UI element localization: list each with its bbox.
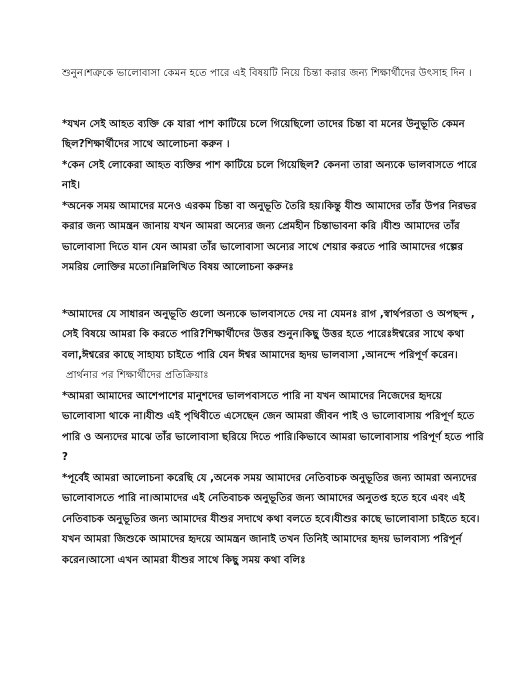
discussion-paragraph: *অনেক সময় আমাদের মনেও এরকম চিন্তা বা অনুভূতি তৈরি হয়।কিন্তু যীশু আমাদের তাঁর উপর নিরভর করার জন্য আমন্ত্রন জানায় যখন আমরা অন্যের জন্য প্রেমহীন চিন্তাভাবনা করি ।যীশু আমাদের তাঁর ভালোবাসা দিতে যান যেন আমরা তাঁর ভালোবাসা অন্যের সাথে শেয়ার করতে পারি আমাদের গল্পের সমরিয় লোক্তির মতো।নিম্নলিখিত বিষয় আলোচনা করুনঃ <box>62 200 477 273</box>
feelings-paragraph: *আমাদের যে সাধারন অনুভূতি গুলো অন্যকে ভালবাসতে দেয় না যেমনঃ রাগ ,স্বার্থপরতা ও অপছন্দ , সেই বিষয়ে আমরা কি করতে পারি?শিক্ষার্থীদের উত্তর শুনুন।কিছু উত্তর হতে পারেঃঈশ্বরের সাথে কথা বলা,ঈশ্বরের কাছে সাহায্য চাইতে পারি যেন ঈশ্বর আমাদের হৃদয় ভালবাসা ,আনন্দে পরিপূর্ণ করেন। <box>62 308 475 361</box>
question-paragraph-2: *কেন সেই লোকেরা আহত ব্যক্তির পাশ কাটিয়ে চলে গিয়েছিল? কেননা তারা অন্যকে ভালবাসতে পারে নাই। <box>62 159 477 191</box>
question-paragraph-1: *যখন সেই আহত ব্যক্তি কে যারা পাশ কাটিয়ে চলে গিয়েছিলো তাদের চিন্তা বা মনের উনুভূতি কেমন ছিল?শিক্ষার্থীদের সাথে আলোচনা করুন । <box>62 118 465 150</box>
negative-feelings-paragraph: *পূর্বেই আমরা আলোচনা করেছি যে ,অনেক সময় আমাদের নেতিবাচক অনুভূতির জন্য আমরা অন্যদের ভালোবাসতে পারি না।আমাদের এই নেতিবাচক অনুভূতির জন্য আমাদের অনুতপ্ত হতে হবে এবং এই নেতিবাচক অনুভূতির জন্য আমাদের যীশুর সদাথে কথা বলতে হবে।যীশুর কাছে ভালোবাসা চাইতে হবে।যখন আমরা জিশুকে আমাদের হৃদয়ে আমন্ত্রন জানাই তখন তিনিই আমাদের হৃদয় ভালবাস্য পরিপূর্ন করেন।আসো এখন আমরা যীশুর সাথে কিছু সময় কথা বলিঃ <box>62 472 480 566</box>
love-paragraph: *আমরা আমাদের আশেপাশের মানুশদের ভালপবাসতে পারি না যখন আমাদের নিজেদের হৃদয়ে ভালোবাসা থাকে না।যীশু এই পৃথিবীতে এসেছেন জেন আমরা জীবন পাই ও ভালোবাসায় পরিপূর্ণ হতে পারি ও অন্যদের মাঝে তাঁর ভালোবাসা ছরিয়ে দিতে পারি।কিভাবে আমরা ভালোবাসায় পরিপূর্ণ হতে পারি ? <box>62 390 484 463</box>
intro-paragraph: শুনুন।শত্রুকে ভালোবাসা কেমন হতে পারে এই বিষয়টি নিয়ে চিন্তা করার জন্য শিক্ষার্থীদের উৎসাহ দিন । <box>62 68 472 79</box>
after-prayer-heading: প্রার্থনার পর শিক্ষার্থীদের প্রতিক্রিয়াঃ <box>66 370 209 381</box>
